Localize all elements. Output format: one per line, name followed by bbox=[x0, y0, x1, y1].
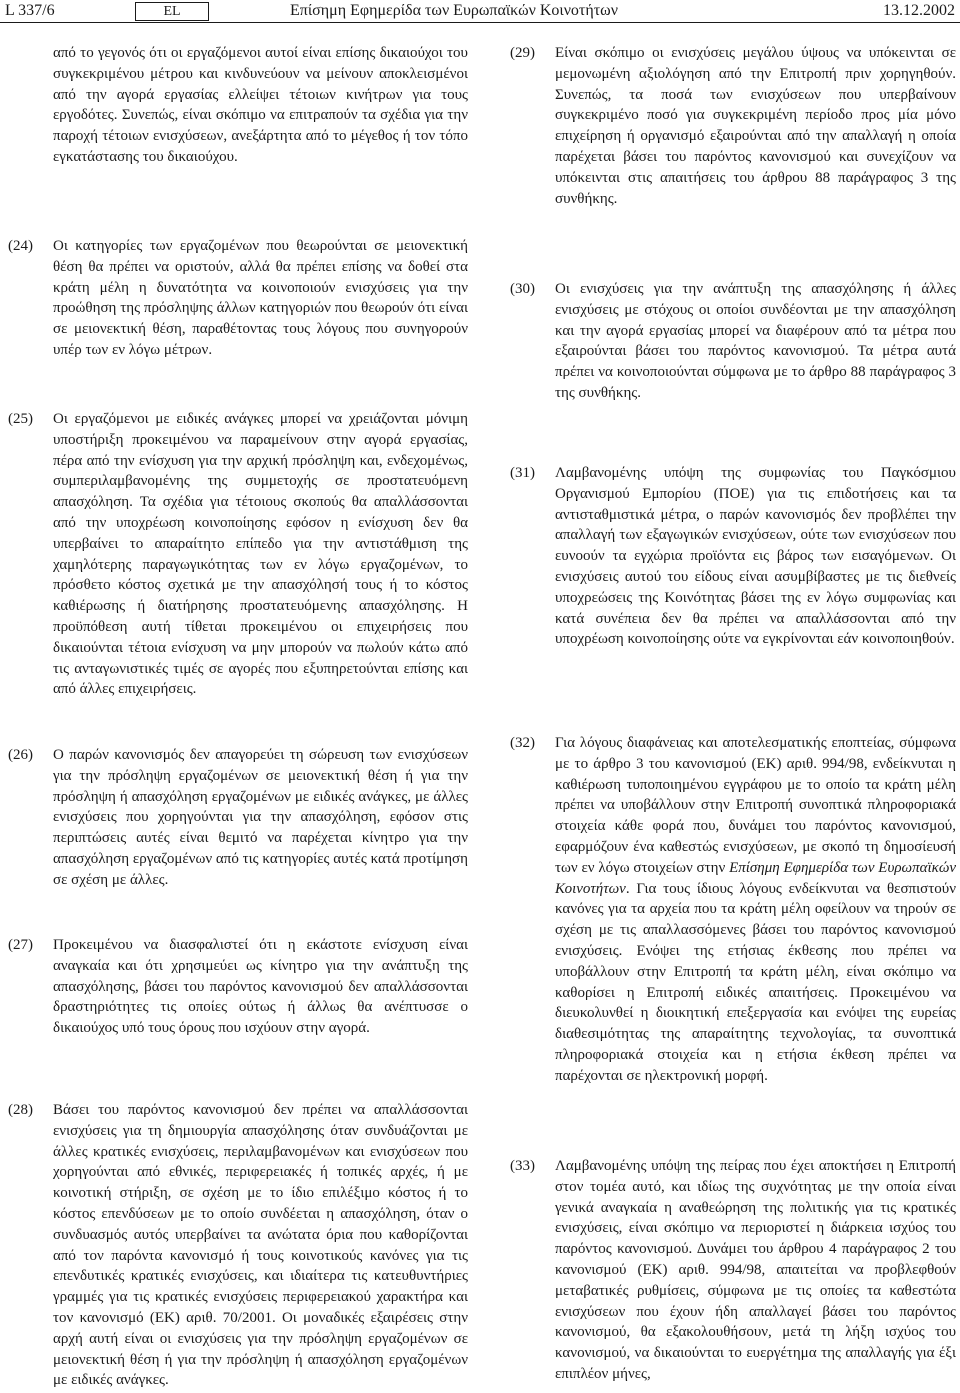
recital-29 bbox=[510, 43, 956, 209]
recital-number: (29) bbox=[510, 45, 535, 61]
recital-text-part-1: Για λόγους διαφάνειας και αποτελεσματικής εποπτείας, σύμφωνα με το άρθρο 3 του κανονισμού (ΕΚ) αριθ. 994/98, ενδείκνυται η καθιέρωση τυποποιημένου εγγράφου με το οποίο τα κράτη μέλη πρέπει να υποβάλλουν στην Επιτροπή συνοπτικά πληροφοριακά στοιχεία κάθε φορά που, δυνάμει του παρόντος κανονισμού, εφαρμόζουν ένα καθεστώς ενισχύσεων, με σκοπό τη δημοσίευσή των εν λόγω στοιχείων στην bbox=[555, 735, 956, 876]
journal-name-italic: Επίσημη Εφημερίδα των Ευρωπαϊκών Κοινοτήτων bbox=[555, 859, 956, 897]
recital-text: Οι ενισχύσεις για την ανάπτυξη της απασχόλησης ή άλλες ενισχύσεις με στόχους οι οποίοι συνδέονται με την απασχόληση και την αγορά εργασίας μπορεί να διαφέρουν από τα μέτρα που εξαιρούνται βάσει του παρόντος κανονισμού. Τα μέτρα αυτά πρέπει να κοινοποιούνται σύμφωνα με το άρθρο 88 παράγραφος 3 της συνθήκης. bbox=[555, 281, 956, 401]
recital-33 bbox=[510, 1156, 956, 1385]
recital-number: (31) bbox=[510, 465, 535, 481]
recital-text: Λαμβανομένης υπόψη της συμφωνίας του Παγκόσμιου Οργανισμού Εμπορίου (ΠΟΕ) για τις επιδοτήσεις και τα αντισταθμιστικά μέτρα, ο παρών κανονισμός δεν προβλέπει την απαλλαγή των εξαγωγικών ενισχύσεων, ούτε των ενισχύσεων που ευνοούν τα εγχώρια προϊόντα εις βάρος των εισαγόμενων. Οι ενισχύσεις αυτού του είδους είναι ασυμβίβαστες με τις διεθνείς υποχρεώσεις της Κοινότητας βάσει της εν λόγω συμφωνίας και κατά συνέπεια δεν θα πρέπει να απαλλάσσονται από την υποχρέωση κοινοποίησης ούτε να εγκρίνονται εάν κοινοποιηθούν. bbox=[555, 465, 956, 648]
recital-28 bbox=[8, 1100, 468, 1391]
recital-text: Οι εργαζόμενοι με ειδικές ανάγκες μπορεί να χρειάζονται μόνιμη υποστήριξη προκειμένου να παραμείνουν στην αγορά εργασίας, πέρα από την ενίσχυση για την αρχική πρόσληψη και, ενδεχομένως, συμπεριλαμβανομένης της συμμετοχής σε προστατευόμενη απασχόληση. Τα σχέδια για τέτοιους σκοπούς θα απαλλάσσονται από την υποχρέωση κοινοποίησης εφόσον η ενίσχυση δεν θα υπερβαίνει το απαραίτητο επίπεδο για την αντιστάθμιση της χαμηλότερης παραγωγικότητας των εν λόγω εργαζομένων, το πρόσθετο κόστος σχετικά με την απασχόλησή τους ή το κόστος καθιέρωσης ή διατήρησης προστατευόμενης απασχόλησης. Η προϋπόθεση αυτή τίθεται προκειμένου οι επιχειρήσεις που δικαιούνται τέτοια ενίσχυση να μην μπορούν να πωλούν κάτω από τις ανταγωνιστικές τιμές σε αγορές που εξυπηρετούνται επίσης και από άλλες επιχειρήσεις. bbox=[53, 411, 468, 698]
recital-25 bbox=[8, 409, 468, 700]
recital-31 bbox=[510, 463, 956, 650]
recital-text-part-2: . Για τους ίδιους λόγους ενδείκνυται να θεσπιστούν κανόνες για τα αρχεία που τα κράτη μέλη οφείλουν να τηρούν σε σχέση με τις απαλλασσόμενες βάσει του παρόντος κανονισμού ενισχύσεις. Ενόψει της ετήσιας έκθεσης που πρέπει να υποβάλλουν στην Επιτροπή τα κράτη μέλη, είναι σκόπιμο να καθορίσει η Επιτροπή ειδικές απαιτήσεις. Προκειμένου να διευκολυνθεί η διοικητική επεξεργασία και ενόψει της ευρείας διαθεσιμότητας της απαραίτητης τεχνολογίας, τα συνοπτικά πληροφοριακά στοιχεία και η ετήσια έκθεση πρέπει να παρέχονται σε ηλεκτρονική μορφή. bbox=[555, 880, 956, 1084]
recital-30 bbox=[510, 279, 956, 404]
page-header bbox=[0, 0, 960, 26]
recital-24 bbox=[8, 236, 468, 361]
recital-text: Βάσει του παρόντος κανονισμού δεν πρέπει να απαλλάσσονται ενισχύσεις για τη δημιουργία απασχόλησης όταν συνδυάζονται με άλλες κρατικές ενισχύσεις, περιλαμβανομένων και ενισχύσεων που χορηγούνται από εθνικές, περιφερειακές ή τοπικές αρχές, ή με κοινοτική στήριξη, σε σχέση με το ίδιο επιλέξιμο κόστος ή το κόστος επενδύσεων με το οποίο συνδέεται η απασχόληση, όταν ο συνδυασμός αυτός υπερβαίνει τα ανώτατα όρια που καθορίζονται από τον παρόντα κανονισμό ή τους κοινοτικούς κανόνες για τις επενδυτικές κρατικές ενισχύσεις, και ιδιαίτερα τις κατευθυντήριες γραμμές για τις κρατικές ενισχύσεις περιφερειακού χαρακτήρα και τον κανονισμό (ΕΚ) αριθ. 70/2001. Οι μοναδικές εξαιρέσεις στην αρχή αυτή είναι οι ενισχύσεις για την πρόσληψη εργαζομένων σε μειονεκτική θέση ή για την πρόσληψη ή απασχόληση εργαζομένων με ειδικές ανάγκες. bbox=[53, 1102, 468, 1389]
recital-number: (24) bbox=[8, 238, 33, 254]
recital-number: (25) bbox=[8, 411, 33, 427]
recital-text: Είναι σκόπιμο οι ενισχύσεις μεγάλου ύψους να υπόκεινται σε μεμονωμένη αξιολόγηση από την Επιτροπή πριν χορηγηθούν. Συνεπώς, τα ποσά των ενισχύσεων που υπερβαίνουν συγκεκριμένο ποσό για συγκεκριμένη περίοδο προς μία μόνο επιχείρηση ή οργανισμό εξαιρούνται από την απαλλαγή η οποία παρέχεται βάσει του παρόντος κανονισμού και συνεχίζουν να υπόκεινται στις απαιτήσεις του άρθρου 88 παράγραφος 3 της συνθήκης. bbox=[555, 45, 956, 207]
recital-27 bbox=[8, 935, 468, 1039]
language-code-box: EL bbox=[135, 2, 209, 21]
recital-text: από το γεγονός ότι οι εργαζόμενοι αυτοί είναι επίσης δικαιούχοι του συγκεκριμένου μέτρου και κινδυνεύουν να μείνουν αποκλεισμένοι από την αγορά εργασίας ελλείψει τέτοιων κινήτρων για τους εργοδότες. Συνεπώς, είναι σκόπιμο να επιτραπούν τα σχέδια για την παροχή τέτοιων ενισχύσεων, ανεξάρτητα από το μέγεθος ή τον τόπο εγκατάστασης του δικαιούχου. bbox=[53, 45, 468, 165]
recital-number: (30) bbox=[510, 281, 535, 297]
recital-text: Οι κατηγορίες των εργαζομένων που θεωρούνται σε μειονεκτική θέση θα πρέπει να οριστούν, αλλά θα πρέπει επίσης να δοθεί στα κράτη μέλη η δυνατότητα να κοινοποιούν ενισχύσεις για την προώθηση της πρόσληψης άλλων κατηγοριών που θεωρούν ότι είναι σε μειονεκτική θέση, παραθέτοντας τους λόγους που συνηγορούν υπέρ των εν λόγω μέτρων. bbox=[53, 238, 468, 358]
recital-number: (28) bbox=[8, 1102, 33, 1118]
page-reference: L 337/6 bbox=[5, 2, 55, 19]
publication-date: 13.12.2002 bbox=[883, 2, 955, 19]
journal-title: Επίσημη Εφημερίδα των Ευρωπαϊκών Κοινοτήτων bbox=[290, 2, 618, 19]
recital-number: (33) bbox=[510, 1158, 535, 1174]
recital-text: Ο παρών κανονισμός δεν απαγορεύει τη σώρευση των ενισχύσεων για την πρόσληψη εργαζομένων σε μειονεκτική θέση ή για την πρόσληψη ή απασχόληση εργαζομένων με ειδικές ανάγκες, με άλλες ενισχύσεις που χορηγούνται για την απασχόληση, εφόσον στις περιπτώσεις αυτές είναι θεμιτό να παρέχεται κίνητρο για την απασχόληση εργαζομένων από τις κατηγορίες αυτές κατά προτίμηση σε σχέση με άλλες. bbox=[53, 747, 468, 888]
recital-text: Προκειμένου να διασφαλιστεί ότι η εκάστοτε ενίσχυση είναι αναγκαία και ότι χρησιμεύει ως κίνητρο για την ανάπτυξη της απασχόλησης, βάσει του παρόντος κανονισμού δεν απαλλάσσονται δραστηριότητες τις οποίες ούτως ή άλλως θα ανέπτυσσε ο δικαιούχος υπό τους όρους που ισχύουν στην αγορά. bbox=[53, 937, 468, 1037]
recital-text bbox=[555, 733, 956, 1087]
recital-text: Λαμβανομένης υπόψη της πείρας που έχει αποκτήσει η Επιτροπή στον τομέα αυτό, και ιδίως της συχνότητας με την οποία είναι γενικά αναγκαία η αναθεώρηση της πολιτικής για τις κρατικές ενισχύσεις, είναι σκόπιμο να περιοριστεί η διάρκεια ισχύος του παρόντος κανονισμού. Δυνάμει του άρθρου 4 παράγραφος 2 του κανονισμού (ΕΚ) αριθ. 994/98, απαιτείται να προβλεφθούν μεταβατικές ρυθμίσεις, σύμφωνα με τις οποίες τα καθεστώτα ενισχύσεων που έχουν ήδη απαλλαγεί βάσει του παρόντος κανονισμού, θα εξακολουθήσουν, μετά τη λήξη ισχύος του κανονισμού, να δικαιούνται το ευεργέτημα της απαλλαγής για έξι επιπλέον μήνες, bbox=[555, 1158, 956, 1382]
recital-26 bbox=[8, 745, 468, 891]
recital-32 bbox=[510, 733, 956, 1087]
recital-number: (32) bbox=[510, 735, 535, 751]
header-rule bbox=[0, 22, 960, 23]
recital-23-continuation bbox=[8, 43, 468, 168]
recital-number: (26) bbox=[8, 747, 33, 763]
recital-number: (27) bbox=[8, 937, 33, 953]
